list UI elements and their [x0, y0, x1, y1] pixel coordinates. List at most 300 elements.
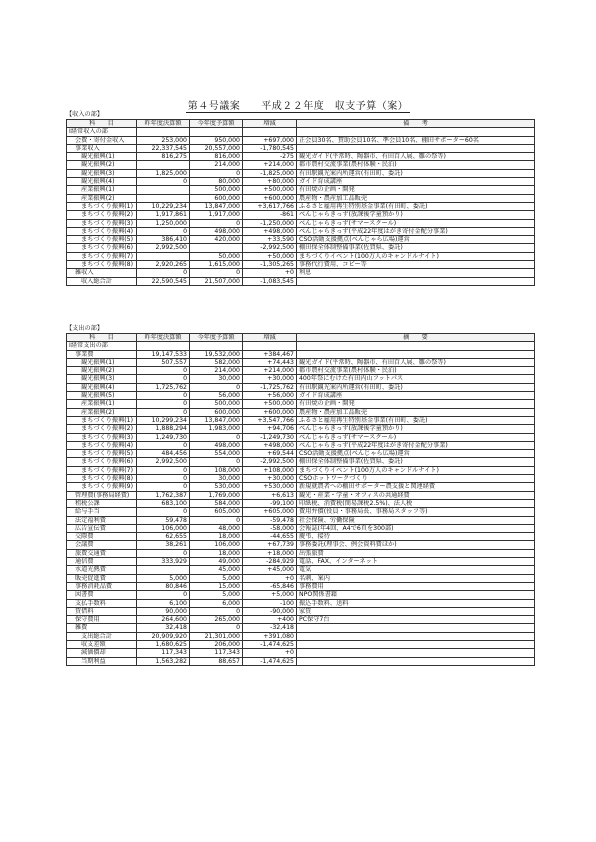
prev-year-amount: 386,410 — [137, 236, 190, 244]
prev-year-amount — [137, 128, 190, 136]
table-row — [67, 202, 535, 210]
prev-year-amount: 264,600 — [137, 616, 190, 624]
this-year-budget: 18,000 — [190, 549, 243, 557]
this-year-budget: 13,847,000 — [190, 416, 243, 424]
difference: +530,000 — [243, 483, 297, 491]
this-year-budget: 0 — [190, 624, 243, 632]
row-label: まちづくり振興(3) — [67, 219, 137, 227]
row-label: 法定福利費 — [67, 516, 137, 524]
this-year-budget: 600,000 — [190, 194, 243, 202]
note: 観光・産業・学童・オフィスの共通経費 — [297, 491, 535, 499]
note: ガイド育成講座 — [297, 392, 535, 400]
note: 農産物・農産加工品販売 — [297, 408, 535, 416]
row-label: 事業収入 — [67, 144, 137, 152]
difference: +600,000 — [243, 408, 297, 416]
row-label: まちづくり振興(9) — [67, 483, 137, 491]
difference: -65,846 — [243, 582, 297, 590]
this-year-budget: 108,000 — [190, 466, 243, 474]
this-year-budget: 530,000 — [190, 483, 243, 491]
row-label: まちづくり振興(5) — [67, 450, 137, 458]
note: 電話、FAX、インターネット — [297, 558, 535, 566]
row-label: 減価償却 — [67, 649, 137, 657]
row-label: 支出総合計 — [67, 632, 137, 640]
difference: +56,000 — [243, 392, 297, 400]
this-year-budget: 500,000 — [190, 400, 243, 408]
table-header-row — [67, 334, 535, 342]
row-label: 当期利益 — [67, 657, 137, 665]
difference: -1,725,762 — [243, 383, 297, 391]
row-label: まちづくり振興(3) — [67, 433, 137, 441]
prev-year-amount: 19,147,533 — [137, 350, 190, 358]
table-row — [67, 408, 535, 416]
prev-year-amount — [137, 194, 190, 202]
this-year-budget: 21,301,000 — [190, 632, 243, 640]
row-label: 産業振興(2) — [67, 194, 137, 202]
note: 棚田保全体制整備事業(佐賀県、委託) — [297, 458, 535, 466]
note: 棚田保全体制整備事業(佐賀県、委託) — [297, 244, 535, 252]
row-label: 観光振興(2) — [67, 367, 137, 375]
difference: +50,000 — [243, 252, 297, 260]
prev-year-amount: 2,920,265 — [137, 261, 190, 269]
note: CSOホットワークづくり — [297, 475, 535, 483]
row-label: まちづくり振興(7) — [67, 466, 137, 474]
prev-year-amount: 0 — [137, 227, 190, 235]
this-year-budget: 950,000 — [190, 136, 243, 144]
this-year-budget: 106,000 — [190, 541, 243, 549]
prev-year-amount — [137, 252, 190, 260]
row-label: Ⅰ経常収入の部 — [67, 128, 137, 136]
difference: -1,249,730 — [243, 433, 297, 441]
table-row — [67, 491, 535, 499]
table-row — [67, 566, 535, 574]
table-row — [67, 541, 535, 549]
difference: -275 — [243, 153, 297, 161]
difference: +33,590 — [243, 236, 297, 244]
row-label: 雑費 — [67, 624, 137, 632]
difference: +214,000 — [243, 367, 297, 375]
prev-year-amount: 1,563,282 — [137, 657, 190, 665]
row-label: 給与手当 — [67, 508, 137, 516]
this-year-budget: 1,983,000 — [190, 425, 243, 433]
column-header: 今年度予算額 — [190, 120, 243, 128]
difference: -1,083,545 — [243, 277, 297, 285]
row-label: 収入総合計 — [67, 277, 137, 285]
prev-year-amount: 0 — [137, 178, 190, 186]
difference: +94,706 — [243, 425, 297, 433]
prev-year-amount: 6,100 — [137, 599, 190, 607]
row-label: 産業振興(2) — [67, 408, 137, 416]
prev-year-amount: 816,275 — [137, 153, 190, 161]
table-row — [67, 367, 535, 375]
difference: +605,000 — [243, 508, 297, 516]
this-year-budget: 206,000 — [190, 640, 243, 648]
this-year-budget: 500,000 — [190, 186, 243, 194]
difference: -1,825,000 — [243, 169, 297, 177]
row-label: まちづくり振興(5) — [67, 236, 137, 244]
note — [297, 128, 535, 136]
table-row — [67, 252, 535, 260]
prev-year-amount: 1,250,000 — [137, 219, 190, 227]
table-row — [67, 350, 535, 358]
row-label: 租税公課 — [67, 499, 137, 507]
table-row — [67, 425, 535, 433]
table-row — [67, 657, 535, 665]
this-year-budget: 0 — [190, 383, 243, 391]
note: 事務委託(理事会、例会資料費ほか) — [297, 541, 535, 549]
row-label: 雑収入 — [67, 269, 137, 277]
table-row — [67, 483, 535, 491]
difference: -59,478 — [243, 516, 297, 524]
table-row — [67, 558, 535, 566]
note: 名刺、案内 — [297, 574, 535, 582]
row-label: 観光振興(5) — [67, 392, 137, 400]
this-year-budget: 0 — [190, 433, 243, 441]
table-row — [67, 211, 535, 219]
note: 慶弔、接待 — [297, 533, 535, 541]
difference: +0 — [243, 649, 297, 657]
row-label: 会議費 — [67, 541, 137, 549]
this-year-budget — [190, 342, 243, 350]
this-year-budget: 50,000 — [190, 252, 243, 260]
note: まちづくりイベント(100万人のキャンドルナイト) — [297, 252, 535, 260]
difference: -32,418 — [243, 624, 297, 632]
note: まちづくりイベント(100万人のキャンドルナイト) — [297, 466, 535, 474]
note: 事務費用 — [297, 582, 535, 590]
prev-year-amount: 1,762,387 — [137, 491, 190, 499]
table-row — [67, 649, 535, 657]
prev-year-amount: 1,680,625 — [137, 640, 190, 648]
row-label: 事務消耗品費 — [67, 582, 137, 590]
column-header: 科 目 — [67, 334, 137, 342]
this-year-budget: 605,000 — [190, 508, 243, 516]
note — [297, 144, 535, 152]
this-year-budget: 30,000 — [190, 375, 243, 383]
table-row — [67, 128, 535, 136]
difference: +697,000 — [243, 136, 297, 144]
note — [297, 277, 535, 285]
this-year-budget: 1,615,000 — [190, 261, 243, 269]
this-year-budget: 1,769,000 — [190, 491, 243, 499]
prev-year-amount: 253,000 — [137, 136, 190, 144]
this-year-budget: 0 — [190, 219, 243, 227]
note: 都市農村交流事業(農村体験・民泊) — [297, 367, 535, 375]
row-label: まちづくり振興(8) — [67, 475, 137, 483]
difference: +6,613 — [243, 491, 297, 499]
row-label: 観光振興(1) — [67, 153, 137, 161]
table-row — [67, 358, 535, 366]
note: CSO活動支援拠点(べんじゃら広場)運営 — [297, 236, 535, 244]
note — [297, 632, 535, 640]
table-row — [67, 574, 535, 582]
note — [297, 350, 535, 358]
difference: +30,000 — [243, 375, 297, 383]
prev-year-amount: 0 — [137, 408, 190, 416]
prev-year-amount: 1,888,294 — [137, 425, 190, 433]
prev-year-amount: 0 — [137, 367, 190, 375]
table-header-row — [67, 120, 535, 128]
difference: -58,000 — [243, 524, 297, 532]
table-row — [67, 624, 535, 632]
table-row — [67, 153, 535, 161]
this-year-budget: 0 — [190, 516, 243, 524]
this-year-budget: 582,000 — [190, 358, 243, 366]
row-label: 賃借料 — [67, 607, 137, 615]
table-row — [67, 277, 535, 285]
note: ガイド育成講座 — [297, 178, 535, 186]
row-label: まちづくり振興(7) — [67, 252, 137, 260]
prev-year-amount: 0 — [137, 508, 190, 516]
this-year-budget: 6,000 — [190, 599, 243, 607]
this-year-budget: 420,000 — [190, 236, 243, 244]
prev-year-amount: 507,557 — [137, 358, 190, 366]
prev-year-amount: 90,000 — [137, 607, 190, 615]
note — [297, 657, 535, 665]
this-year-budget — [190, 244, 243, 252]
column-header: 昨年度決算額 — [137, 334, 190, 342]
table-row — [67, 458, 535, 466]
table-row — [67, 616, 535, 624]
note: 出張旅費 — [297, 549, 535, 557]
table-row — [67, 591, 535, 599]
difference: +498,000 — [243, 441, 297, 449]
difference: +108,000 — [243, 466, 297, 474]
this-year-budget: 816,000 — [190, 153, 243, 161]
prev-year-amount: 32,418 — [137, 624, 190, 632]
row-label: 観光振興(4) — [67, 383, 137, 391]
table-row — [67, 219, 535, 227]
row-label: まちづくり振興(6) — [67, 244, 137, 252]
this-year-budget: 5,000 — [190, 574, 243, 582]
row-label: 事業費 — [67, 350, 137, 358]
this-year-budget: 20,557,000 — [190, 144, 243, 152]
note: 有田焼の企画・開発 — [297, 186, 535, 194]
prev-year-amount: 1,917,861 — [137, 211, 190, 219]
prev-year-amount: 59,478 — [137, 516, 190, 524]
row-label: 水道光熱費 — [67, 566, 137, 574]
difference: +18,000 — [243, 549, 297, 557]
this-year-budget: 265,000 — [190, 616, 243, 624]
prev-year-amount: 10,299,234 — [137, 416, 190, 424]
this-year-budget: 88,657 — [190, 657, 243, 665]
row-label: 観光振興(3) — [67, 169, 137, 177]
prev-year-amount: 0 — [137, 466, 190, 474]
difference: -2,992,500 — [243, 458, 297, 466]
row-label: 管理費(事務局経費) — [67, 491, 137, 499]
expense-table — [66, 333, 535, 666]
prev-year-amount: 484,456 — [137, 450, 190, 458]
difference: -1,474,625 — [243, 640, 297, 648]
difference — [243, 342, 297, 350]
table-row — [67, 400, 535, 408]
note: PC保守7台 — [297, 616, 535, 624]
table-row — [67, 392, 535, 400]
prev-year-amount: 0 — [137, 392, 190, 400]
note: 費用弁償(役員・事務局長、事務局スタッフ等) — [297, 508, 535, 516]
row-label: Ⅰ経常支出の部 — [67, 342, 137, 350]
column-header: 増減 — [243, 120, 297, 128]
prev-year-amount — [137, 342, 190, 350]
note: 有田焼の企画・開発 — [297, 400, 535, 408]
table-row — [67, 441, 535, 449]
this-year-budget: 600,000 — [190, 408, 243, 416]
prev-year-amount: 0 — [137, 475, 190, 483]
this-year-budget: 80,000 — [190, 178, 243, 186]
table-row — [67, 640, 535, 648]
note: べんじゃらきっず(サマースクール) — [297, 219, 535, 227]
page-title: 第４号議案 平成２２年度 収支予算（案） — [187, 101, 409, 112]
this-year-budget: 498,000 — [190, 441, 243, 449]
difference: -2,992,500 — [243, 244, 297, 252]
difference: +0 — [243, 269, 297, 277]
prev-year-amount: 5,000 — [137, 574, 190, 582]
row-label: 図書費 — [67, 591, 137, 599]
table-row — [67, 416, 535, 424]
note: 事務代行費用、コピー等 — [297, 261, 535, 269]
this-year-budget: 21,507,000 — [190, 277, 243, 285]
prev-year-amount: 22,590,545 — [137, 277, 190, 285]
table-row — [67, 475, 535, 483]
income-section-label: 【収入の部】 — [66, 111, 104, 118]
column-header: 備 考 — [297, 120, 535, 128]
note: CSO活動支援拠点(べんじゃら広場)運営 — [297, 450, 535, 458]
prev-year-amount: 1,725,762 — [137, 383, 190, 391]
difference: +80,000 — [243, 178, 297, 186]
note: ふるさと雇用再生特別基金事業(有田町、委託) — [297, 202, 535, 210]
difference: -1,305,265 — [243, 261, 297, 269]
table-row — [67, 607, 535, 615]
note: 印紙税、消費税(簡易課税2.5%)、法人税 — [297, 499, 535, 507]
prev-year-amount: 1,825,000 — [137, 169, 190, 177]
table-row — [67, 375, 535, 383]
table-row — [67, 516, 535, 524]
prev-year-amount: 0 — [137, 400, 190, 408]
this-year-budget: 584,000 — [190, 499, 243, 507]
table-row — [67, 186, 535, 194]
difference: +69,544 — [243, 450, 297, 458]
this-year-budget: 0 — [190, 169, 243, 177]
prev-year-amount — [137, 186, 190, 194]
note — [297, 342, 535, 350]
this-year-budget: 0 — [190, 458, 243, 466]
this-year-budget: 214,000 — [190, 161, 243, 169]
this-year-budget — [190, 128, 243, 136]
this-year-budget: 498,000 — [190, 227, 243, 235]
table-row — [67, 144, 535, 152]
this-year-budget: 117,343 — [190, 649, 243, 657]
note — [297, 640, 535, 648]
note: 観光ガイド(平常時、陶器市、有田百人展、雛の祭等) — [297, 153, 535, 161]
difference: +500,000 — [243, 186, 297, 194]
this-year-budget: 18,000 — [190, 533, 243, 541]
row-label: 観光振興(2) — [67, 161, 137, 169]
prev-year-amount — [137, 161, 190, 169]
this-year-budget: 554,000 — [190, 450, 243, 458]
row-label: 収支差額 — [67, 640, 137, 648]
row-label: まちづくり振興(4) — [67, 441, 137, 449]
table-row — [67, 136, 535, 144]
table-row — [67, 582, 535, 590]
difference: +45,000 — [243, 566, 297, 574]
table-row — [67, 383, 535, 391]
prev-year-amount: 10,229,234 — [137, 202, 190, 210]
prev-year-amount: 2,992,500 — [137, 458, 190, 466]
table-row — [67, 533, 535, 541]
difference: +498,000 — [243, 227, 297, 235]
note: 電気 — [297, 566, 535, 574]
difference: +74,443 — [243, 358, 297, 366]
row-label: 観光振興(4) — [67, 178, 137, 186]
difference: +214,000 — [243, 161, 297, 169]
this-year-budget: 45,000 — [190, 566, 243, 574]
difference: +384,467 — [243, 350, 297, 358]
this-year-budget: 49,000 — [190, 558, 243, 566]
prev-year-amount: 22,337,545 — [137, 144, 190, 152]
table-row — [67, 269, 535, 277]
difference: -1,250,000 — [243, 219, 297, 227]
row-label: 観光振興(1) — [67, 358, 137, 366]
table-row — [67, 508, 535, 516]
difference: +500,000 — [243, 400, 297, 408]
prev-year-amount: 20,909,920 — [137, 632, 190, 640]
prev-year-amount: 683,100 — [137, 499, 190, 507]
difference: -100 — [243, 599, 297, 607]
table-row — [67, 227, 535, 235]
prev-year-amount: 117,343 — [137, 649, 190, 657]
table-row — [67, 178, 535, 186]
difference: +30,000 — [243, 475, 297, 483]
difference: +400 — [243, 616, 297, 624]
prev-year-amount: 0 — [137, 591, 190, 599]
column-header: 摘 要 — [297, 334, 535, 342]
table-row — [67, 236, 535, 244]
this-year-budget: 0 — [190, 607, 243, 615]
this-year-budget: 30,000 — [190, 475, 243, 483]
row-label: 保守費用 — [67, 616, 137, 624]
note — [297, 624, 535, 632]
note: べんじゃらきっず(サマースクール) — [297, 433, 535, 441]
difference: -90,000 — [243, 607, 297, 615]
this-year-budget: 214,000 — [190, 367, 243, 375]
difference: -861 — [243, 211, 297, 219]
difference: +391,080 — [243, 632, 297, 640]
table-row — [67, 549, 535, 557]
table-row — [67, 433, 535, 441]
prev-year-amount: 62,655 — [137, 533, 190, 541]
row-label: 旅費交通費 — [67, 549, 137, 557]
column-header: 増減 — [243, 334, 297, 342]
note: 正会員30名、賛助会員10名、準会員10名、棚田サポーター60名 — [297, 136, 535, 144]
difference: +600,000 — [243, 194, 297, 202]
expense-section-label: 【支出の部】 — [66, 325, 104, 332]
table-row — [67, 524, 535, 532]
row-label: まちづくり振興(4) — [67, 227, 137, 235]
table-row — [67, 632, 535, 640]
table-row — [67, 450, 535, 458]
column-header: 科 目 — [67, 120, 137, 128]
table-row — [67, 161, 535, 169]
table-row — [67, 194, 535, 202]
this-year-budget: 0 — [190, 269, 243, 277]
row-label: 販売促進費 — [67, 574, 137, 582]
prev-year-amount — [137, 566, 190, 574]
prev-year-amount: 38,261 — [137, 541, 190, 549]
row-label: まちづくり振興(6) — [67, 458, 137, 466]
this-year-budget: 1,917,000 — [190, 211, 243, 219]
note: 観光ガイド(平常時、陶器市、有田百人展、雛の祭等) — [297, 358, 535, 366]
prev-year-amount: 0 — [137, 375, 190, 383]
difference: -99,100 — [243, 499, 297, 507]
this-year-budget: 13,847,000 — [190, 202, 243, 210]
